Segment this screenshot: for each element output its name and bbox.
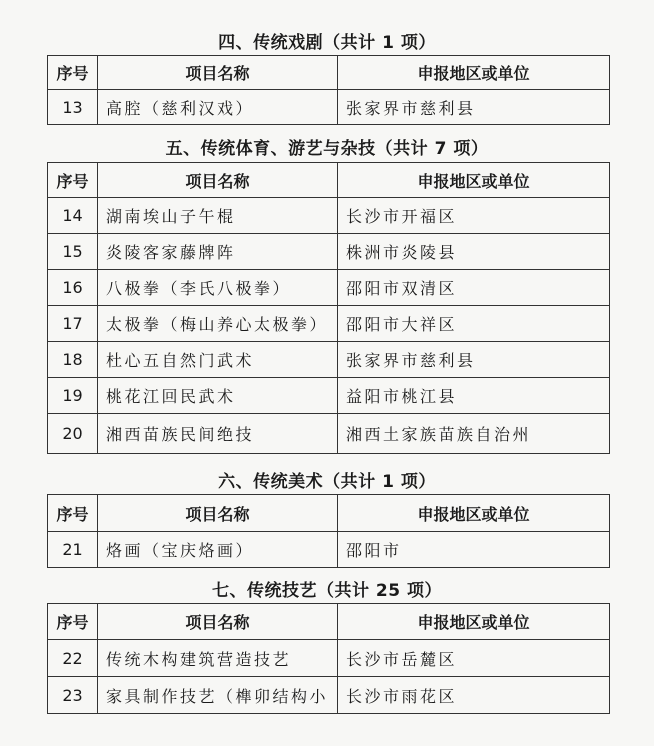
header-no: 序号 (48, 604, 98, 640)
row-region: 张家界市慈利县 (338, 342, 610, 378)
row-no: 22 (48, 640, 98, 677)
header-name: 项目名称 (98, 604, 338, 640)
table-traditional-drama (47, 55, 610, 125)
row-region: 湘西土家族苗族自治州 (338, 414, 610, 454)
table-header-row (48, 163, 610, 198)
row-no: 14 (48, 198, 98, 234)
row-name: 高腔（慈利汉戏） (98, 90, 338, 125)
row-name: 桃花江回民武术 (98, 378, 338, 414)
header-name: 项目名称 (98, 495, 338, 532)
row-region: 长沙市雨花区 (338, 677, 610, 714)
table-row (48, 342, 610, 378)
row-region: 邵阳市双清区 (338, 270, 610, 306)
section-title-fine-arts: 六、传统美术（共计 1 项） (218, 472, 436, 492)
table-row (48, 198, 610, 234)
table-row (48, 378, 610, 414)
table-row (48, 640, 610, 677)
section-title-crafts: 七、传统技艺（共计 25 项） (212, 581, 442, 601)
row-region: 邵阳市 (338, 532, 610, 568)
section-title-sports-games: 五、传统体育、游艺与杂技（共计 7 项） (165, 139, 489, 159)
table-header-row (48, 495, 610, 532)
row-no: 17 (48, 306, 98, 342)
row-name: 家具制作技艺（榫卯结构小 (98, 677, 338, 714)
table-header-row (48, 604, 610, 640)
row-no: 15 (48, 234, 98, 270)
row-no: 13 (48, 90, 98, 125)
header-name: 项目名称 (98, 163, 338, 198)
table-row (48, 234, 610, 270)
row-name: 传统木构建筑营造技艺 (98, 640, 338, 677)
row-no: 18 (48, 342, 98, 378)
header-region: 申报地区或单位 (338, 56, 610, 90)
row-name: 烙画（宝庆烙画） (98, 532, 338, 568)
section-title-traditional-drama: 四、传统戏剧（共计 1 项） (218, 33, 436, 53)
row-region: 长沙市开福区 (338, 198, 610, 234)
table-header-row (48, 56, 610, 90)
table-row (48, 270, 610, 306)
table-row (48, 90, 610, 125)
table-row (48, 306, 610, 342)
header-region: 申报地区或单位 (338, 495, 610, 532)
row-region: 张家界市慈利县 (338, 90, 610, 125)
table-crafts (47, 603, 610, 714)
row-name: 太极拳（梅山养心太极拳） (98, 306, 338, 342)
row-no: 23 (48, 677, 98, 714)
row-name: 炎陵客家藤牌阵 (98, 234, 338, 270)
row-no: 21 (48, 532, 98, 568)
row-no: 19 (48, 378, 98, 414)
table-sports-games (47, 162, 610, 454)
header-no: 序号 (48, 56, 98, 90)
table-row (48, 532, 610, 568)
header-name: 项目名称 (98, 56, 338, 90)
row-region: 邵阳市大祥区 (338, 306, 610, 342)
row-name: 湖南埃山子午棍 (98, 198, 338, 234)
row-region: 长沙市岳麓区 (338, 640, 610, 677)
row-name: 八极拳（李氏八极拳） (98, 270, 338, 306)
row-no: 20 (48, 414, 98, 454)
table-fine-arts (47, 494, 610, 568)
header-no: 序号 (48, 495, 98, 532)
row-region: 株洲市炎陵县 (338, 234, 610, 270)
row-name: 杜心五自然门武术 (98, 342, 338, 378)
row-name: 湘西苗族民间绝技 (98, 414, 338, 454)
row-no: 16 (48, 270, 98, 306)
header-region: 申报地区或单位 (338, 604, 610, 640)
header-region: 申报地区或单位 (338, 163, 610, 198)
table-row (48, 677, 610, 714)
header-no: 序号 (48, 163, 98, 198)
table-row (48, 414, 610, 454)
row-region: 益阳市桃江县 (338, 378, 610, 414)
